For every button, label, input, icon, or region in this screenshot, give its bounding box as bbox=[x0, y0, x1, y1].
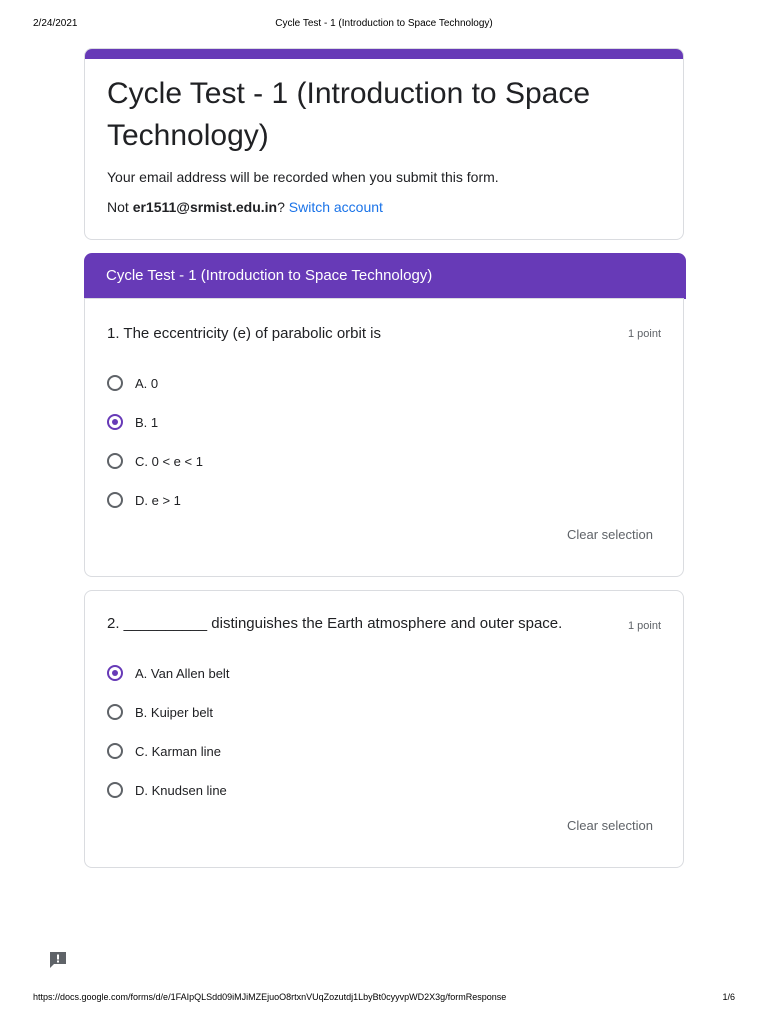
option-label: C. Karman line bbox=[135, 743, 221, 759]
option-label: A. Van Allen belt bbox=[135, 665, 230, 681]
clear-selection-button[interactable]: Clear selection bbox=[567, 818, 653, 833]
option-label: B. 1 bbox=[135, 414, 159, 430]
question-mark: ? bbox=[277, 199, 285, 215]
print-date: 2/24/2021 bbox=[33, 18, 78, 29]
form-title-card bbox=[84, 48, 684, 240]
points-label: 1 point bbox=[627, 328, 661, 340]
option-d[interactable] bbox=[107, 489, 181, 511]
radio-button-selected[interactable] bbox=[107, 414, 123, 430]
switch-account-link[interactable]: Switch account bbox=[288, 199, 383, 215]
option-d[interactable] bbox=[107, 779, 227, 801]
option-c[interactable] bbox=[107, 740, 221, 762]
option-a[interactable] bbox=[107, 372, 158, 394]
email-notice: Your email address will be recorded when you submit this form. bbox=[107, 169, 499, 185]
form-title: Cycle Test - 1 (Introduction to Space Technology) bbox=[107, 77, 591, 152]
radio-button[interactable] bbox=[107, 782, 123, 798]
option-c[interactable] bbox=[107, 450, 203, 472]
option-label: D. e > 1 bbox=[135, 492, 181, 508]
print-title: Cycle Test - 1 (Introduction to Space Technology) bbox=[275, 18, 493, 29]
clear-selection-button[interactable]: Clear selection bbox=[567, 527, 653, 542]
account-line bbox=[107, 199, 383, 215]
question-card-1 bbox=[84, 298, 684, 577]
points-label: 1 point bbox=[627, 620, 661, 632]
account-email: er1511@srmist.edu.in bbox=[132, 199, 278, 215]
radio-button-selected[interactable] bbox=[107, 665, 123, 681]
radio-button[interactable] bbox=[107, 743, 123, 759]
not-label: Not bbox=[107, 199, 129, 215]
option-b[interactable] bbox=[107, 701, 213, 723]
print-url: https://docs.google.com/forms/d/e/1FAIpQLSdd09iMJiMZEjuoO8rtxnVUqZozutdj1LbyBt0cyyvpWD2X3g/formResponse bbox=[33, 992, 507, 1002]
option-label: C. 0 < e < 1 bbox=[135, 453, 203, 469]
radio-button[interactable] bbox=[107, 492, 123, 508]
option-b[interactable] bbox=[107, 411, 158, 433]
option-label: B. Kuiper belt bbox=[135, 704, 214, 720]
report-problem-icon[interactable] bbox=[48, 950, 68, 970]
option-label: A. 0 bbox=[135, 375, 159, 391]
section-header: Cycle Test - 1 (Introduction to Space Technology) bbox=[84, 253, 686, 299]
question-text: 2. __________ distinguishes the Earth atmosphere and outer space. bbox=[107, 615, 563, 632]
option-a[interactable] bbox=[107, 662, 229, 684]
accent-bar bbox=[85, 49, 683, 59]
radio-button[interactable] bbox=[107, 704, 123, 720]
option-label: D. Knudsen line bbox=[135, 782, 227, 798]
page-number: 1/6 bbox=[722, 992, 735, 1002]
radio-button[interactable] bbox=[107, 453, 123, 469]
radio-button[interactable] bbox=[107, 375, 123, 391]
question-card-2 bbox=[84, 590, 684, 868]
question-text: 1. The eccentricity (e) of parabolic orbit is bbox=[107, 325, 382, 342]
